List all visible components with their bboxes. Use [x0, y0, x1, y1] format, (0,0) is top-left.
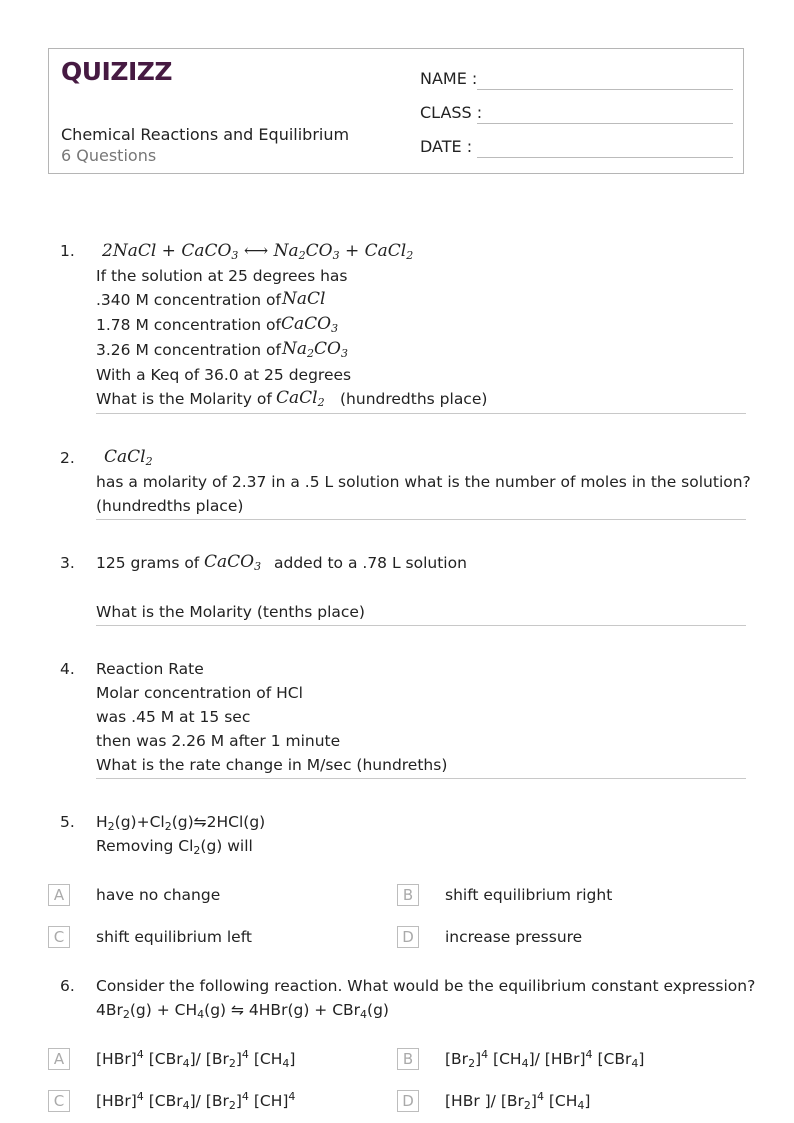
class-field[interactable] [477, 123, 733, 124]
question-text: Molar concentration of HCl [96, 684, 303, 702]
question-number: 5. [60, 813, 75, 831]
question-text: What is the Molarity (tenths place) [96, 603, 365, 621]
option-c-text[interactable]: shift equilibrium left [96, 928, 252, 946]
option-b-box[interactable]: B [397, 884, 419, 906]
equation: 2NaCl + CaCO$_3$ ⟷ $Na_2CO_3$ + CaCl$_2$ [102, 241, 414, 262]
question-text: 125 grams of [96, 554, 200, 572]
worksheet-title: Chemical Reactions and Equilibrium [61, 125, 350, 144]
option-d-box[interactable]: D [397, 926, 419, 948]
question-text: then was 2.26 M after 1 minute [96, 732, 341, 750]
question-text: 3.26 M concentration of [96, 341, 281, 359]
name-field[interactable] [477, 89, 733, 90]
option-a-box[interactable]: A [48, 884, 70, 906]
option-b-text[interactable]: shift equilibrium right [445, 886, 613, 904]
equation: $H_2(g)+Cl_2(g)⇋2HCl(g)$ [96, 813, 266, 833]
question-number: 3. [60, 554, 75, 572]
worksheet-header [48, 48, 744, 174]
formula: CaCl$_2$ [104, 447, 153, 468]
option-b-text[interactable]: $[Br_2]^4$ $[CH_4]/$ [HBr]$^4$ [CBr$_4$] [445, 1048, 645, 1070]
question-text: What is the rate change in M/sec (hundreths) [96, 756, 448, 774]
option-d-text[interactable]: increase pressure [445, 928, 583, 946]
question-text: Removing $Cl_2(g)$ will [96, 837, 253, 857]
answer-line[interactable] [96, 519, 746, 520]
option-c-text[interactable]: [HBr]$^4$ [CBr$_4$]/ $[Br_2]^4$ [CH]$^4$ [96, 1090, 296, 1112]
question-text: 1.78 M concentration of [96, 316, 281, 334]
question-number: 2. [60, 449, 75, 467]
answer-line[interactable] [96, 778, 746, 779]
question-text: was .45 M at 15 sec [96, 708, 251, 726]
option-c-box[interactable]: C [48, 1090, 70, 1112]
question-text: Reaction Rate [96, 660, 204, 678]
option-d-text[interactable]: [HBr ]/ $[Br_2]^4$ $[CH_4]$ [445, 1090, 591, 1112]
formula: NaCl [282, 289, 326, 309]
question-number: 1. [60, 242, 75, 260]
question-text: Consider the following reaction. What would be the equilibrium constant expression? [96, 977, 756, 995]
question-text: (hundredths place) [96, 497, 244, 515]
formula: CaCO$_3$ [204, 552, 262, 573]
formula: CaCO$_3$ [281, 314, 339, 335]
option-c-box[interactable]: C [48, 926, 70, 948]
option-b-box[interactable]: B [397, 1048, 419, 1070]
date-label: DATE : [420, 137, 473, 156]
class-label: CLASS : [420, 103, 483, 122]
answer-line[interactable] [96, 625, 746, 626]
date-field[interactable] [477, 157, 733, 158]
name-label: NAME : [420, 69, 478, 88]
option-a-text[interactable]: have no change [96, 886, 221, 904]
question-text: (hundredths place) [340, 390, 488, 408]
question-number: 4. [60, 660, 75, 678]
question-text: has a molarity of 2.37 in a .5 L solution what is the number of moles in the solution? [96, 473, 751, 491]
question-text: With a Keq of 36.0 at 25 degrees [96, 366, 352, 384]
question-text: What is the Molarity of [96, 390, 272, 408]
formula: CaCl$_2$ [276, 388, 325, 409]
option-a-text[interactable]: [HBr]$^4$ [CBr$_4$]/ $[Br_2]^4$ $[CH_4]$ [96, 1048, 296, 1070]
equation: $4Br_2(g) + CH_4(g)$ ⇋ 4HBr(g) + CBr$_4$(g) [96, 1001, 389, 1021]
option-a-box[interactable]: A [48, 1048, 70, 1070]
question-text: .340 M concentration of [96, 291, 281, 309]
question-number: 6. [60, 977, 75, 995]
question-text: added to a .78 L solution [274, 554, 467, 572]
option-d-box[interactable]: D [397, 1090, 419, 1112]
question-text: If the solution at 25 degrees has [96, 267, 348, 285]
formula: $Na_2CO_3$ [282, 339, 348, 360]
quizizz-logo: QUIZIZZ [61, 57, 173, 86]
answer-line[interactable] [96, 413, 746, 414]
question-count: 6 Questions [61, 146, 157, 165]
